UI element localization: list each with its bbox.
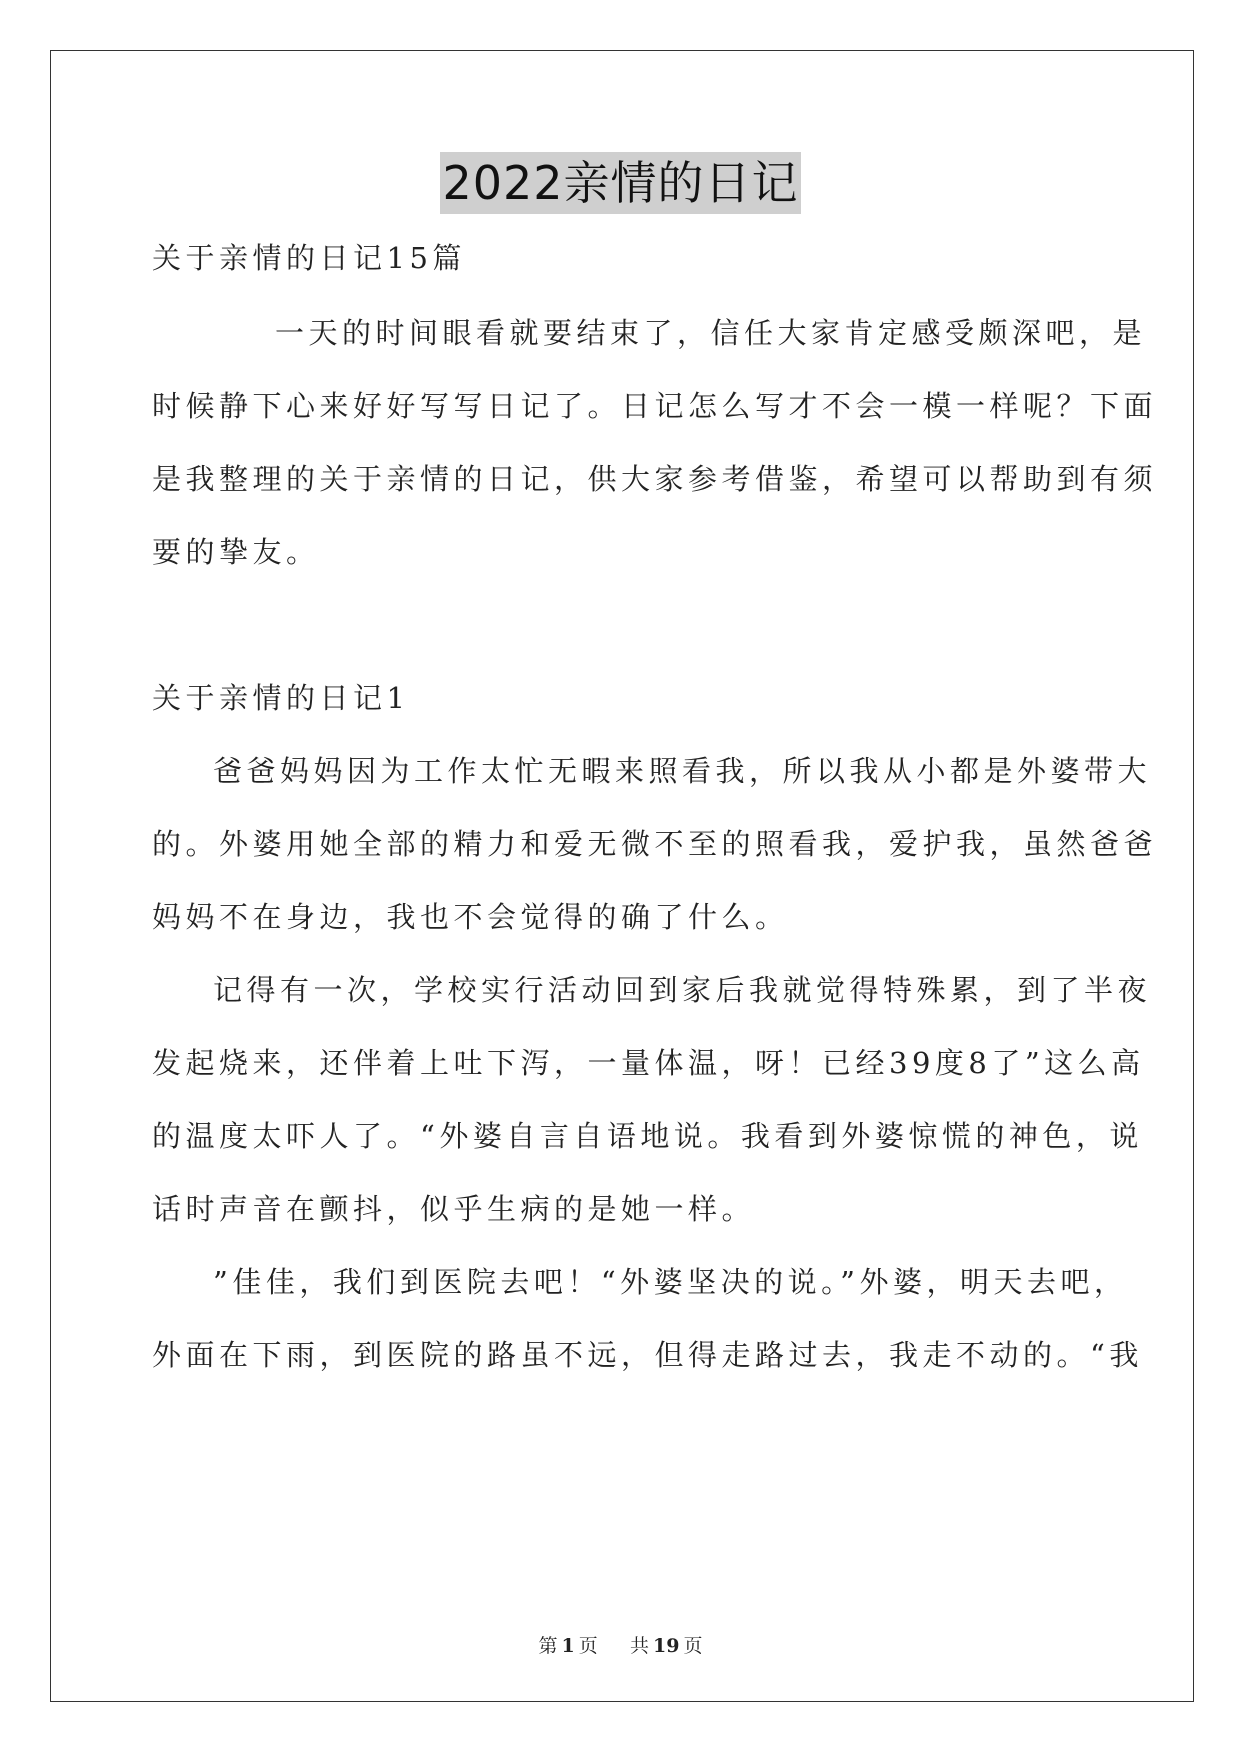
page-number: 1 bbox=[561, 1635, 575, 1657]
paragraph-line: 外面在下雨，到医院的路虽不远，但得走路过去，我走不动的。“我 bbox=[152, 1338, 1143, 1372]
page-indicator bbox=[537, 1635, 600, 1657]
document-subtitle: 关于亲情的日记15篇 bbox=[152, 241, 466, 275]
total-pages-indicator bbox=[628, 1635, 704, 1657]
paragraph-line: 妈妈不在身边，我也不会觉得的确了什么。 bbox=[152, 900, 789, 934]
intro-line: 要的挚友。 bbox=[152, 535, 320, 569]
paragraph-line: 的温度太吓人了。“外婆自言自语地说。我看到外婆惊慌的神色，说 bbox=[152, 1119, 1143, 1153]
page-border bbox=[50, 50, 1194, 1702]
paragraph-line: ”佳佳，我们到医院去吧！“外婆坚决的说。”外婆，明天去吧， bbox=[213, 1265, 1128, 1299]
paragraph-line: 话时声音在颤抖，似乎生病的是她一样。 bbox=[152, 1192, 756, 1226]
paragraph-line: 发起烧来，还伴着上吐下泻，一量体温，呀！已经39度8了”这么高 bbox=[152, 1046, 1145, 1080]
title-container bbox=[0, 152, 1241, 214]
intro-line: 一天的时间眼看就要结束了，信任大家肯定感受颇深吧，是 bbox=[275, 316, 1147, 350]
total-suffix: 页 bbox=[683, 1635, 703, 1657]
paragraph-line: 记得有一次，学校实行活动回到家后我就觉得特殊累，到了半夜 bbox=[213, 973, 1152, 1007]
total-pages: 19 bbox=[652, 1635, 680, 1657]
intro-line: 时候静下心来好好写写日记了。日记怎么写才不会一模一样呢？下面 bbox=[152, 389, 1158, 423]
intro-line: 是我整理的关于亲情的日记，供大家参考借鉴，希望可以帮助到有须 bbox=[152, 462, 1158, 496]
page-footer bbox=[0, 1633, 1241, 1659]
page-suffix: 页 bbox=[578, 1635, 598, 1657]
document-title: 2022亲情的日记 bbox=[440, 152, 800, 214]
page-prefix: 第 bbox=[538, 1635, 558, 1657]
paragraph-line: 的。外婆用她全部的精力和爱无微不至的照看我，爱护我，虽然爸爸 bbox=[152, 827, 1158, 861]
section-heading: 关于亲情的日记1 bbox=[152, 681, 410, 715]
total-prefix: 共 bbox=[629, 1635, 649, 1657]
paragraph-line: 爸爸妈妈因为工作太忙无暇来照看我，所以我从小都是外婆带大 bbox=[213, 754, 1152, 788]
